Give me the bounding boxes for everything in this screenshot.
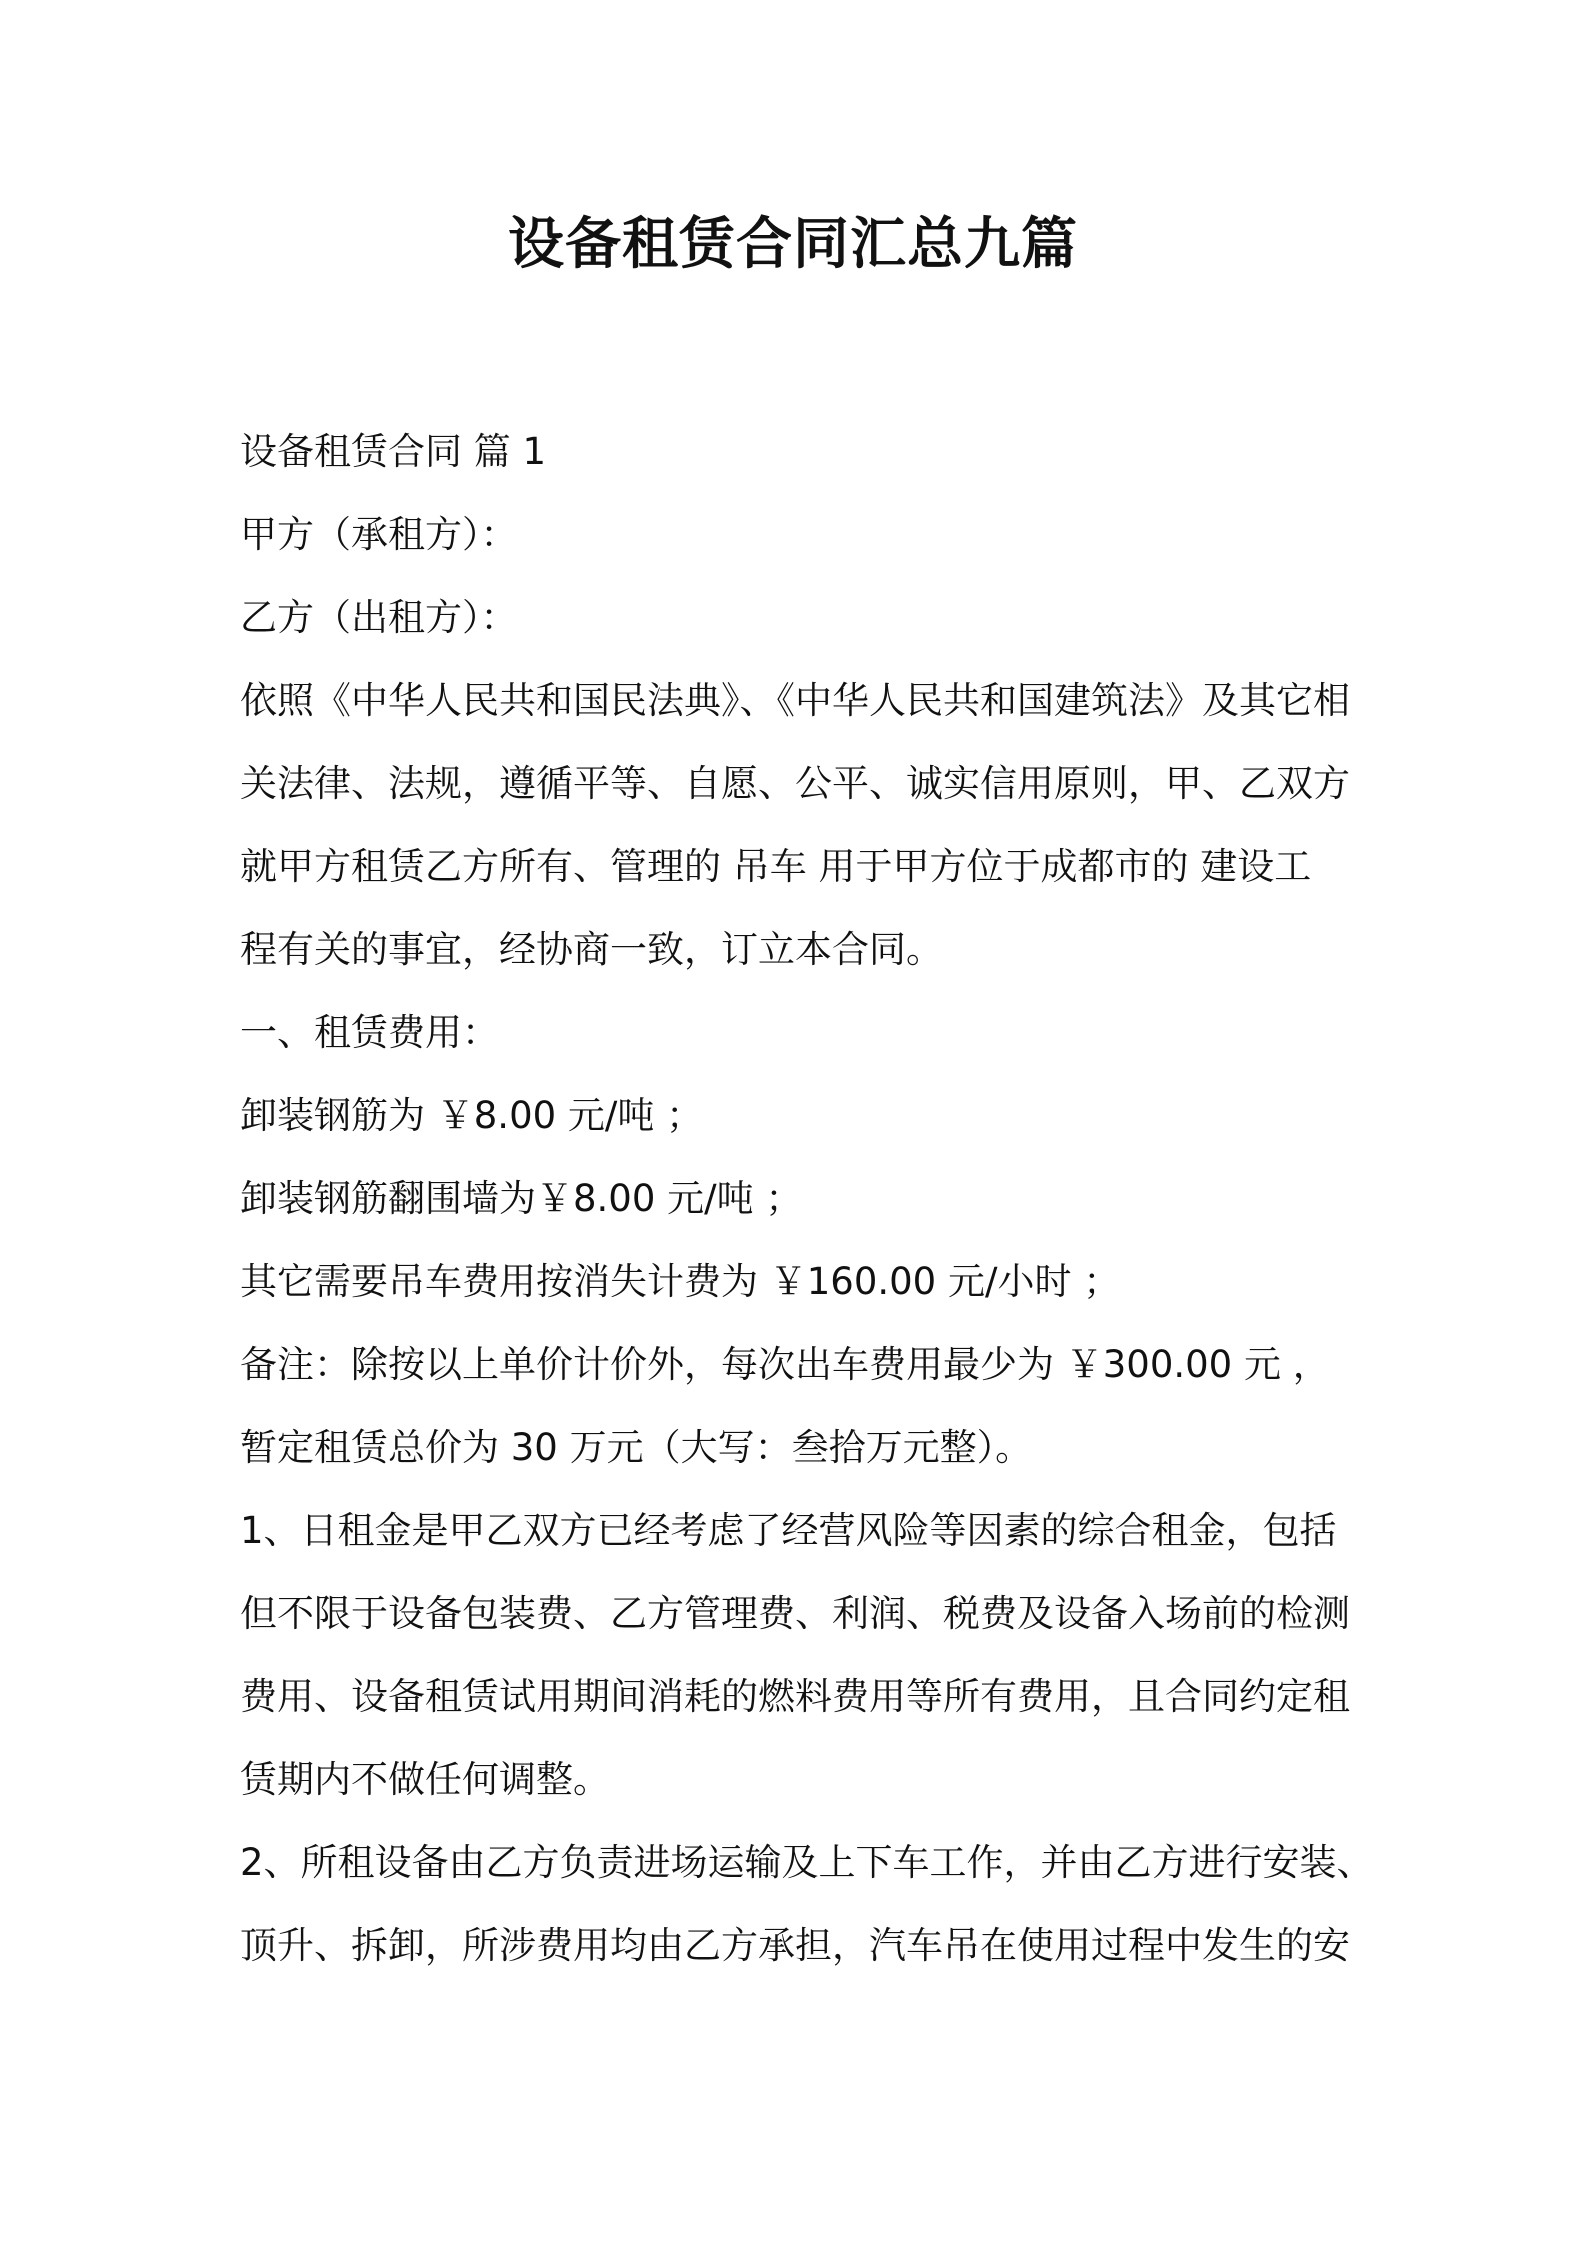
- paragraph-line: 2、所租设备由乙方负责进场运输及上下车工作，并由乙方进行安装、: [240, 1841, 1374, 1884]
- paragraph-line: 费用、设备租赁试用期间消耗的燃料费用等所有费用，且合同约定租: [240, 1675, 1350, 1718]
- fee-line: 卸装钢筋翻围墙为￥8.00 元/吨 ；: [240, 1177, 803, 1220]
- paragraph-line: 程有关的事宜，经协商一致，订立本合同。: [240, 928, 943, 971]
- remark-line: 备注：除按以上单价计价外，每次出车费用最少为 ￥300.00 元 ，: [240, 1343, 1330, 1386]
- paragraph-line: 1、日租金是甲乙双方已经考虑了经营风险等因素的综合租金，包括: [240, 1509, 1337, 1552]
- section-heading: 设备租赁合同 篇 1: [240, 430, 547, 473]
- paragraph-line: 但不限于设备包装费、乙方管理费、利润、税费及设备入场前的检测: [240, 1592, 1350, 1635]
- total-price-line: 暂定租赁总价为 30 万元（大写：叁拾万元整）。: [240, 1426, 1033, 1469]
- document-title: 设备租赁合同汇总九篇: [508, 212, 1078, 277]
- paragraph-line: 赁期内不做任何调整。: [240, 1758, 610, 1801]
- fee-line: 卸装钢筋为 ￥8.00 元/吨 ；: [240, 1094, 704, 1137]
- document-body: [240, 410, 1374, 1987]
- paragraph-line: 就甲方租赁乙方所有、管理的 吊车 用于甲方位于成都市的 建设工: [240, 845, 1312, 888]
- party-a-line: 甲方（承租方）：: [240, 513, 518, 556]
- fee-line: 其它需要吊车费用按消失计费为 ￥160.00 元/小时 ；: [240, 1260, 1121, 1303]
- party-b-line: 乙方（出租方）：: [240, 596, 518, 639]
- paragraph-line: 关法律、法规，遵循平等、自愿、公平、诚实信用原则，甲、乙双方: [240, 762, 1350, 805]
- clause-heading: 一、租赁费用：: [240, 1011, 499, 1054]
- paragraph-line: 依照《中华人民共和国民法典》、《中华人民共和国建筑法》及其它相: [240, 679, 1350, 722]
- paragraph-line: 顶升、拆卸，所涉费用均由乙方承担，汽车吊在使用过程中发生的安: [240, 1924, 1350, 1967]
